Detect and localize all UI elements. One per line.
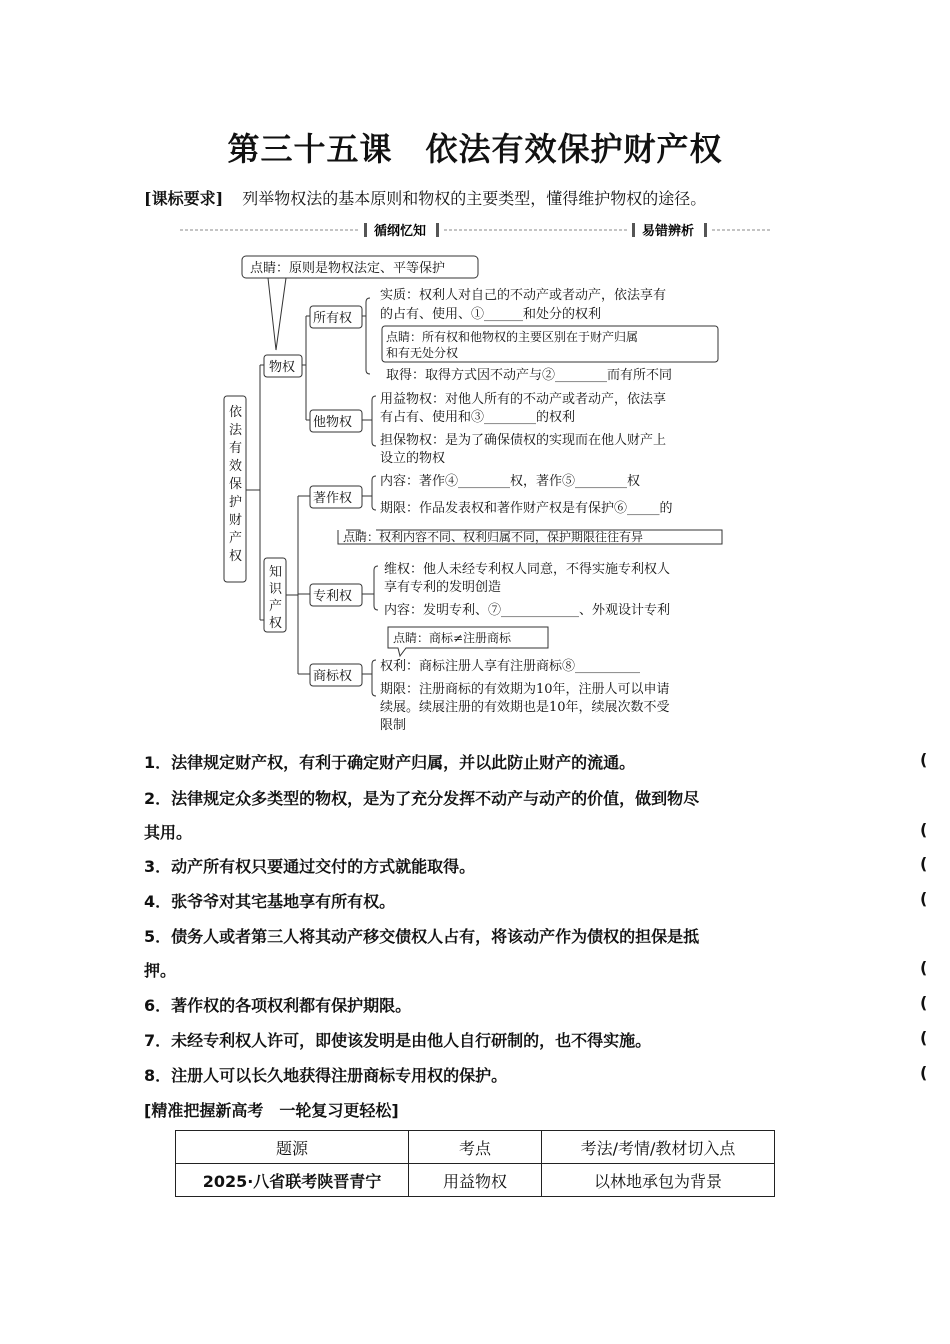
root-char-1: 依	[229, 405, 243, 420]
section-divider	[180, 220, 770, 240]
node-trademark: 商标权	[313, 669, 353, 684]
table-header-row	[176, 1131, 775, 1164]
node-ownership: 所有权	[313, 311, 353, 326]
question-3: 3．动产所有权只要通过交付的方式就能取得。	[144, 857, 476, 876]
table-cell: 以林地承包为背景	[542, 1164, 775, 1197]
ownership-note-2: 和有无处分权	[386, 346, 459, 360]
question-5: 5．债务人或者第三人将其动产移交债权人占有，将该动产作为债权的担保是抵	[144, 927, 700, 946]
ip-char-1: 知	[269, 565, 283, 580]
root-char-9: 权	[229, 549, 243, 564]
question-5-cont: 押。	[144, 961, 177, 980]
table-header: 考法/考情/教材切入点	[542, 1131, 775, 1164]
divider-right-label: 易错辨析	[642, 224, 695, 239]
course-requirement	[144, 186, 706, 209]
ownership-note-1: 点睛：所有权和他物权的主要区别在于财产归属	[386, 330, 639, 344]
node-other-right: 他物权	[313, 415, 353, 430]
question-8: 8．注册人可以长久地获得注册商标专用权的保护。	[144, 1066, 508, 1085]
trademark-note: 点睛：商标≠注册商标	[393, 631, 512, 645]
table-cell: 用益物权	[409, 1164, 542, 1197]
table-cell: 2025·八省联考陕晋青宁	[176, 1164, 409, 1197]
usufruct-1: 用益物权：对他人所有的不动产或者动产，依法享	[380, 392, 667, 407]
node-patent: 专利权	[313, 589, 353, 604]
trademark-right: 权利：商标注册人享有注册商标⑧__________	[380, 659, 641, 674]
exam-source-table	[175, 1130, 775, 1197]
patent-content: 内容：发明专利、⑦____________、外观设计专利	[384, 603, 671, 618]
ownership-essence-2: 的占有、使用、①______和处分的权利	[380, 307, 602, 322]
ownership-acquire: 取得：取得方式因不动产与②________而有所不同	[386, 368, 673, 383]
page-title: 第三十五课 依法有效保护财产权	[227, 130, 723, 168]
answer-paren-4[interactable]: (	[920, 889, 928, 908]
table-row	[176, 1164, 775, 1197]
security-2: 设立的物权	[380, 451, 446, 466]
table-header: 题源	[176, 1131, 409, 1164]
patent-maintain-1: 维权：他人未经专利权人同意，不得实施专利权人	[384, 562, 671, 577]
security-1: 担保物权：是为了确保债权的实现而在他人财产上	[380, 433, 667, 448]
node-copyright: 著作权	[313, 491, 353, 506]
mind-map	[200, 250, 760, 740]
section-heading: [精准把握新高考 一轮复习更轻松]	[144, 1101, 399, 1120]
root-char-5: 保	[229, 477, 243, 492]
copyright-content: 内容：著作④________权，著作⑤________权	[380, 474, 641, 489]
ip-char-3: 产	[269, 599, 283, 614]
requirement-label: [课标要求]	[144, 189, 224, 208]
divider-left-label: 循纲忆知	[374, 224, 427, 239]
patent-maintain-2: 享有专利的发明创造	[384, 580, 502, 595]
answer-paren-8[interactable]: (	[920, 1063, 928, 1082]
copyright-note: 点睛：权利内容不同、权利归属不同，保护期限往往有异	[343, 530, 644, 544]
root-char-6: 护	[229, 495, 243, 510]
question-4: 4．张爷爷对其宅基地享有所有权。	[144, 892, 396, 911]
copyright-term: 期限：作品发表权和著作财产权是有保护⑥_____的	[380, 501, 673, 516]
question-2-cont: 其用。	[144, 823, 193, 842]
root-char-3: 有	[229, 441, 243, 456]
question-6: 6．著作权的各项权利都有保护期限。	[144, 996, 412, 1015]
ip-char-2: 识	[269, 582, 283, 597]
question-7: 7．未经专利权人许可，即使该发明是由他人自行研制的，也不得实施。	[144, 1031, 652, 1050]
trademark-term-3: 限制	[380, 718, 407, 733]
answer-paren-3[interactable]: (	[920, 854, 928, 873]
question-2: 2．法律规定众多类型的物权，是为了充分发挥不动产与动产的价值，做到物尽	[144, 789, 700, 808]
node-property-right: 物权	[269, 360, 296, 375]
root-char-7: 财	[229, 513, 243, 528]
answer-paren-6[interactable]: (	[920, 993, 928, 1012]
requirement-text: 列举物权法的基本原则和物权的主要类型，懂得维护物权的途径。	[242, 189, 707, 208]
answer-paren-1[interactable]: (	[920, 750, 928, 769]
ownership-essence-1: 实质：权利人对自己的不动产或者动产，依法享有	[380, 288, 667, 303]
principle-note: 点睛：原则是物权法定、平等保护	[250, 261, 446, 276]
ip-char-4: 权	[269, 616, 283, 631]
usufruct-2: 有占有、使用和③________的权利	[380, 410, 576, 425]
answer-paren-2[interactable]: (	[920, 820, 928, 839]
answer-paren-7[interactable]: (	[920, 1028, 928, 1047]
trademark-term-1: 期限：注册商标的有效期为10年，注册人可以申请	[380, 682, 670, 697]
root-char-8: 产	[229, 531, 243, 546]
answer-paren-5[interactable]: (	[920, 958, 928, 977]
root-char-4: 效	[229, 459, 243, 474]
trademark-term-2: 续展。续展注册的有效期也是10年，续展次数不受	[380, 700, 670, 715]
question-1: 1．法律规定财产权，有利于确定财产归属，并以此防止财产的流通。	[144, 753, 636, 772]
root-char-2: 法	[229, 423, 243, 438]
table-header: 考点	[409, 1131, 542, 1164]
